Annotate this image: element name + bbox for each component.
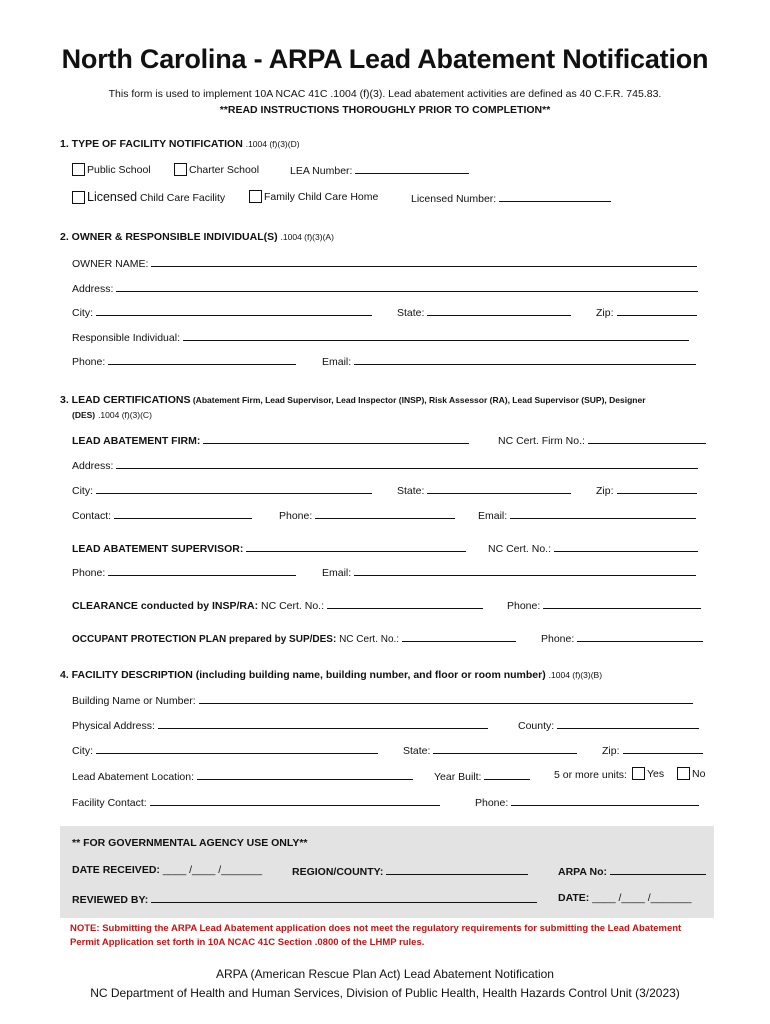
- owner-zip-line[interactable]: [617, 305, 697, 316]
- units-yes-checkbox[interactable]: [632, 767, 645, 780]
- facility-zip-field[interactable]: Zip:: [602, 743, 703, 757]
- regulatory-note: NOTE: Submitting the ARPA Lead Abatement application does not meet the regulatory requirements for submitting the Lead Abatement Permit Application set forth in 10A NCAC 41C Section .0800 of the LHMP rules.: [70, 923, 682, 948]
- owner-address-line[interactable]: [116, 281, 698, 292]
- county-line[interactable]: [557, 718, 699, 729]
- facility-zip-line[interactable]: [623, 743, 703, 754]
- section1-heading: 1. TYPE OF FACILITY NOTIFICATION .1004 (f)(3)(D): [60, 138, 300, 150]
- arpa-number-field[interactable]: ARPA No:: [558, 864, 706, 878]
- facility-contact-field[interactable]: Facility Contact:: [72, 795, 440, 809]
- section4-heading: 4. FACILITY DESCRIPTION (including building name, building number, and floor or room number) .1004 (f)(3)(B): [60, 669, 603, 681]
- year-built-line[interactable]: [484, 769, 530, 780]
- firm-address-field[interactable]: Address:: [72, 458, 698, 472]
- supervisor-cert-line[interactable]: [554, 541, 698, 552]
- firm-contact-line[interactable]: [114, 508, 252, 519]
- firm-phone-line[interactable]: [315, 508, 455, 519]
- family-child-care-option[interactable]: Family Child Care Home: [249, 190, 378, 203]
- abatement-location-line[interactable]: [197, 769, 413, 780]
- clearance-cert-line[interactable]: [327, 598, 483, 609]
- facility-city-line[interactable]: [96, 743, 378, 754]
- responsible-individual-line[interactable]: [183, 330, 689, 341]
- supervisor-phone-line[interactable]: [108, 565, 296, 576]
- abatement-firm-field[interactable]: LEAD ABATEMENT FIRM:: [72, 433, 469, 447]
- owner-email-line[interactable]: [354, 354, 696, 365]
- public-school-option[interactable]: Public School: [72, 163, 151, 176]
- occupant-plan-phone-line[interactable]: [577, 631, 703, 642]
- licensed-child-care-option[interactable]: Licensed Child Care Facility: [72, 190, 225, 204]
- agency-use-heading: ** FOR GOVERNMENTAL AGENCY USE ONLY**: [72, 837, 308, 849]
- firm-email-line[interactable]: [510, 508, 696, 519]
- page-title: North Carolina - ARPA Lead Abatement Notification: [61, 44, 709, 74]
- clearance-cert-field[interactable]: CLEARANCE conducted by INSP/RA: NC Cert. No.:: [72, 598, 483, 612]
- year-built-field[interactable]: Year Built:: [434, 769, 530, 783]
- facility-contact-line[interactable]: [150, 795, 440, 806]
- occupant-plan-phone-field[interactable]: Phone:: [541, 631, 703, 645]
- owner-state-field[interactable]: State:: [397, 305, 571, 319]
- facility-state-line[interactable]: [433, 743, 577, 754]
- section2-heading: 2. OWNER & RESPONSIBLE INDIVIDUAL(S) .1004 (f)(3)(A): [60, 231, 334, 243]
- firm-zip-line[interactable]: [617, 483, 697, 494]
- occupant-plan-cert-field[interactable]: OCCUPANT PROTECTION PLAN prepared by SUP/DES: NC Cert. No.:: [72, 631, 516, 645]
- owner-city-field[interactable]: City:: [72, 305, 372, 319]
- firm-state-line[interactable]: [427, 483, 571, 494]
- facility-city-field[interactable]: City:: [72, 743, 378, 757]
- occupant-plan-cert-line[interactable]: [402, 631, 516, 642]
- lea-number-line[interactable]: [355, 163, 469, 174]
- owner-state-line[interactable]: [427, 305, 571, 316]
- owner-address-field[interactable]: Address:: [72, 281, 698, 295]
- footer-department: NC Department of Health and Human Services, Division of Public Health, Health Hazards Control Unit (3/2023): [90, 986, 680, 1000]
- review-date-field[interactable]: DATE: ____ /____ /_______: [558, 892, 692, 904]
- facility-phone-line[interactable]: [511, 795, 699, 806]
- firm-phone-field[interactable]: Phone:: [279, 508, 455, 522]
- clearance-phone-line[interactable]: [543, 598, 701, 609]
- building-name-line[interactable]: [199, 693, 693, 704]
- owner-phone-line[interactable]: [108, 354, 296, 365]
- abatement-firm-line[interactable]: [203, 433, 469, 444]
- building-name-field[interactable]: Building Name or Number:: [72, 693, 693, 707]
- units-yes-option[interactable]: Yes: [632, 767, 664, 780]
- charter-school-checkbox[interactable]: [174, 163, 187, 176]
- firm-email-field[interactable]: Email:: [478, 508, 696, 522]
- firm-address-line[interactable]: [116, 458, 698, 469]
- owner-phone-field[interactable]: Phone:: [72, 354, 296, 368]
- supervisor-email-line[interactable]: [354, 565, 696, 576]
- region-county-field[interactable]: REGION/COUNTY:: [292, 864, 528, 878]
- owner-name-line[interactable]: [151, 256, 697, 267]
- licensed-number-field[interactable]: Licensed Number:: [411, 191, 611, 205]
- physical-address-line[interactable]: [158, 718, 488, 729]
- county-field[interactable]: County:: [518, 718, 699, 732]
- firm-zip-field[interactable]: Zip:: [596, 483, 697, 497]
- licensed-child-care-checkbox[interactable]: [72, 191, 85, 204]
- supervisor-email-field[interactable]: Email:: [322, 565, 696, 579]
- firm-city-field[interactable]: City:: [72, 483, 372, 497]
- footer-title: ARPA (American Rescue Plan Act) Lead Abatement Notification: [216, 967, 554, 981]
- owner-zip-field[interactable]: Zip:: [596, 305, 697, 319]
- abatement-supervisor-line[interactable]: [246, 541, 466, 552]
- supervisor-cert-field[interactable]: NC Cert. No.:: [488, 541, 698, 555]
- reviewed-by-field[interactable]: REVIEWED BY:: [72, 892, 537, 906]
- responsible-individual-field[interactable]: Responsible Individual:: [72, 330, 689, 344]
- owner-city-line[interactable]: [96, 305, 372, 316]
- arpa-number-line[interactable]: [610, 864, 706, 875]
- firm-cert-field[interactable]: NC Cert. Firm No.:: [498, 433, 706, 447]
- charter-school-option[interactable]: Charter School: [174, 163, 259, 176]
- section3-heading: 3. LEAD CERTIFICATIONS (Abatement Firm, Lead Supervisor, Lead Inspector (INSP), Risk Assessor (RA), Lead Supervisor (SUP), Designer: [60, 394, 646, 406]
- firm-state-field[interactable]: State:: [397, 483, 571, 497]
- abatement-location-field[interactable]: Lead Abatement Location:: [72, 769, 413, 783]
- facility-phone-field[interactable]: Phone:: [475, 795, 699, 809]
- public-school-checkbox[interactable]: [72, 163, 85, 176]
- physical-address-field[interactable]: Physical Address:: [72, 718, 488, 732]
- lea-number-field[interactable]: LEA Number:: [290, 163, 469, 177]
- reviewed-by-line[interactable]: [151, 892, 537, 903]
- supervisor-phone-field[interactable]: Phone:: [72, 565, 296, 579]
- clearance-phone-field[interactable]: Phone:: [507, 598, 701, 612]
- licensed-number-line[interactable]: [499, 191, 611, 202]
- firm-city-line[interactable]: [96, 483, 372, 494]
- five-or-more-units-field: 5 or more units:: [554, 769, 627, 781]
- units-no-checkbox[interactable]: [677, 767, 690, 780]
- owner-name-field[interactable]: OWNER NAME:: [72, 256, 697, 270]
- date-received-field[interactable]: DATE RECEIVED: ____ /____ /_______: [72, 864, 263, 876]
- units-no-option[interactable]: No: [677, 767, 705, 780]
- intro-text: This form is used to implement 10A NCAC 41C .1004 (f)(3). Lead abatement activities are defined as 40 C.F.R. 745.83.: [108, 88, 662, 100]
- firm-cert-line[interactable]: [588, 433, 706, 444]
- firm-contact-field[interactable]: Contact:: [72, 508, 252, 522]
- family-child-care-checkbox[interactable]: [249, 190, 262, 203]
- region-county-line[interactable]: [386, 864, 528, 875]
- abatement-supervisor-field[interactable]: LEAD ABATEMENT SUPERVISOR:: [72, 541, 466, 555]
- owner-email-field[interactable]: Email:: [322, 354, 696, 368]
- instructions-warning: **READ INSTRUCTIONS THOROUGHLY PRIOR TO COMPLETION**: [219, 104, 551, 116]
- facility-state-field[interactable]: State:: [403, 743, 577, 757]
- section3-heading-cont: (DES) .1004 (f)(3)(C): [72, 410, 152, 420]
